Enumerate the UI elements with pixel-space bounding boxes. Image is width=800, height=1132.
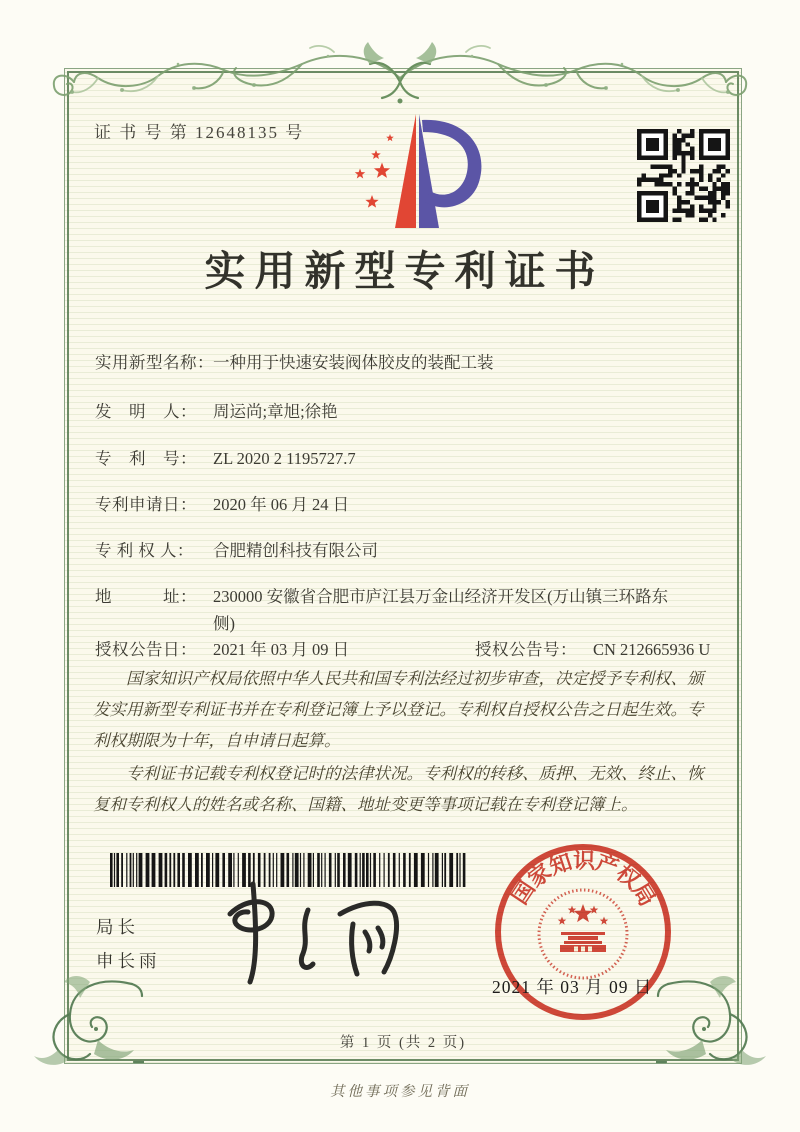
svg-text:国家知识产权局 [507, 848, 660, 910]
field-label: 授权公告号： [475, 640, 577, 659]
field-label: 专利申请日： [95, 495, 197, 514]
field-row-inventor [95, 398, 338, 425]
signature-icon [212, 872, 424, 990]
field-row-grant [95, 636, 710, 663]
field-label: 专 利 权 人： [95, 541, 194, 560]
field-value: 2020 年 06 月 24 日 [213, 495, 350, 514]
seal-date: 2021 年 03 月 09 日 [492, 977, 653, 997]
certificate-number: 证 书 号 第 12648135 号 [94, 123, 305, 142]
field-value: 一种用于快速安装阀体胶皮的装配工装 [213, 353, 494, 372]
signer-name: 申长雨 [96, 951, 161, 971]
seal-text: 国家知识产权局 [506, 847, 661, 911]
field-value: CN 212665936 U [593, 640, 711, 659]
body-paragraph-1: 国家知识产权局依照中华人民共和国专利法经过初步审查，决定授予专利权、颁发实用新型专利证书并在专利登记簿上予以登记。专利权自授权公告之日起生效。专利权期限为十年，自申请日起算。 [93, 669, 704, 750]
field-label: 实用新型名称： [95, 353, 214, 372]
field-label: 地 址： [95, 587, 197, 606]
signer-title: 局长 [96, 917, 139, 937]
field-label: 专 利 号： [95, 449, 197, 468]
field-label: 发 明 人： [95, 402, 197, 421]
field-value: 合肥精创科技有限公司 [213, 541, 378, 560]
body-paragraph-2: 专利证书记载专利权登记时的法律状况。专利权的转移、质押、无效、终止、恢复和专利权人的姓名或名称、国籍、地址变更等事项记载在专利登记簿上。 [93, 764, 704, 814]
field-row-patent-no [95, 445, 356, 472]
page-indicator: 第 1 页 (共 2 页) [339, 1035, 467, 1051]
field-row-patentee [95, 537, 378, 564]
field-label: 授权公告日： [95, 640, 197, 659]
field-row-name [95, 349, 494, 376]
field-value: ZL 2020 2 1195727.7 [213, 449, 356, 468]
field-row-filing-date [95, 491, 349, 518]
field-row-address [95, 583, 688, 637]
cnipa-logo-icon [333, 108, 508, 236]
qr-code-icon [637, 129, 730, 222]
legal-text [93, 663, 713, 822]
field-value: 2021 年 03 月 09 日 [213, 640, 350, 659]
field-value: 230000 安徽省合肥市庐江县万金山经济开发区(万山镇三环路东侧) [213, 587, 669, 633]
national-emblem-icon [539, 890, 627, 978]
official-seal-icon [487, 836, 679, 1028]
certificate-title: 实用新型专利证书 [204, 248, 605, 294]
footer-note: 其他事项参见背面 [330, 1084, 470, 1100]
field-value: 周运尚;章旭;徐艳 [213, 402, 338, 421]
